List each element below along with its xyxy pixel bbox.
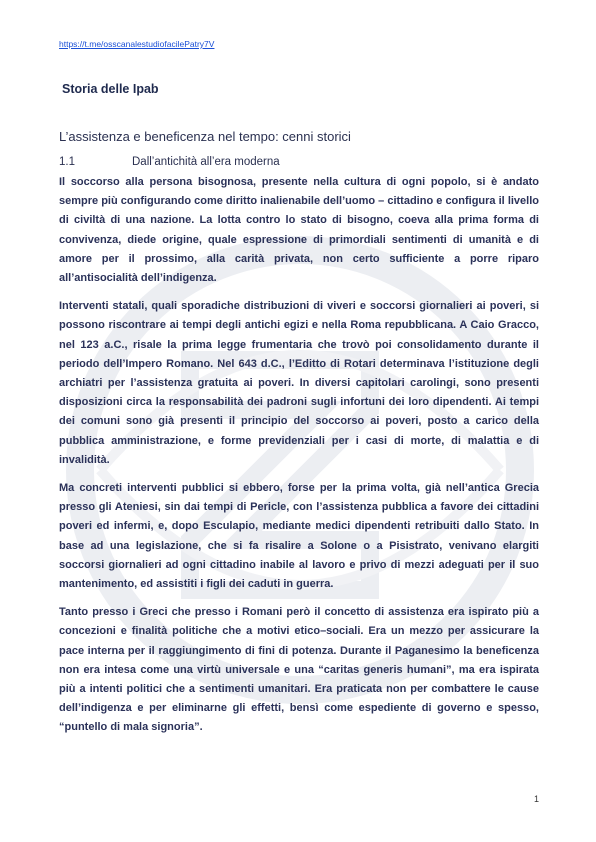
paragraph: Tanto presso i Greci che presso i Romani però il concetto di assistenza era ispirato più a concezioni e finalità politiche che a motivi etico–sociali. Era un mezzo per assicurare la pace interna per il raggiungimento di fini di potenza. Durante il Paganesimo la beneficenza non era intesa come una virtù universale e una “caritas generis humani”, ma era ispirata più a intenti politici che a sentimenti umanitari. Era praticata non per combattere le cause dell’indigenza e per eliminarne gli effetti, bensì come espediente di governo e spesso, “puntello di mala signoria”.	[59, 606, 539, 734]
subsection-title: Dall’antichità all’era moderna	[132, 156, 280, 168]
document-title: Storia delle Ipab	[62, 82, 159, 96]
paragraph: Il soccorso alla persona bisognosa, presente nella cultura di ogni popolo, si è andato sempre più configurando come diritto inalienabile dell’uomo – cittadino e configura il livello di civiltà di una nazione. La lotta contro lo stato di bisogno, coeva alla prima forma di convivenza, diede origine, quale espressione di primordiali sentimenti di umanità e di amore per il prossimo, alla carità privata, non certo sufficiente a porre riparo all’antisocialità dell’indigenza.	[59, 176, 539, 285]
telegram-link[interactable]: https://t.me/osscanalestudiofacilePatry7V	[59, 39, 215, 49]
subsection-number: 1.1	[59, 156, 75, 168]
page-number: 1	[534, 794, 540, 804]
paragraph: Interventi statali, quali sporadiche distribuzioni di viveri e soccorsi giornalieri ai poveri, si possono riscontrare ai tempi degli antichi egizi e nella Roma repubblicana. A Caio Gracco, nel 123 a.C., risale la prima legge frumentaria che trovò poi consolidamento durante il periodo dell’Impero Romano. Nel 643 d.C., l’Editto di Rotari determinava l’istituzione degli archiatri per l’assistenza gratuita ai poveri. In diversi capitolari carolingi, sono presenti disposizioni circa la responsabilità dei padroni sugli infortuni dei loro dipendenti. Ai tempi dei comuni sono già presenti il principio del soccorso ai poveri, posto a carico della pubblica amministrazione, e forme previdenziali per i casi di morte, di malattia e di invalidità.	[59, 300, 539, 466]
subsection-heading	[59, 156, 280, 168]
paragraph: Ma concreti interventi pubblici si ebbero, forse per la prima volta, già nell’antica Grecia presso gli Ateniesi, sin dai tempi di Pericle, con l’assistenza pubblica a favore dei cittadini poveri ed infermi, e, dopo Esculapio, mediante medici dipendenti retribuiti dallo Stato. In base ad una legislazione, che si fa risalire a Solone o a Pisistrato, venivano elargiti soccorsi giornalieri ad ogni cittadino inabile al lavoro e privo di mezzi adeguati per il suo mantenimento, ed assistiti i figli dei caduti in guerra.	[59, 482, 539, 591]
section-heading: L’assistenza e beneficenza nel tempo: cenni storici	[59, 129, 351, 144]
body-text	[59, 173, 539, 747]
